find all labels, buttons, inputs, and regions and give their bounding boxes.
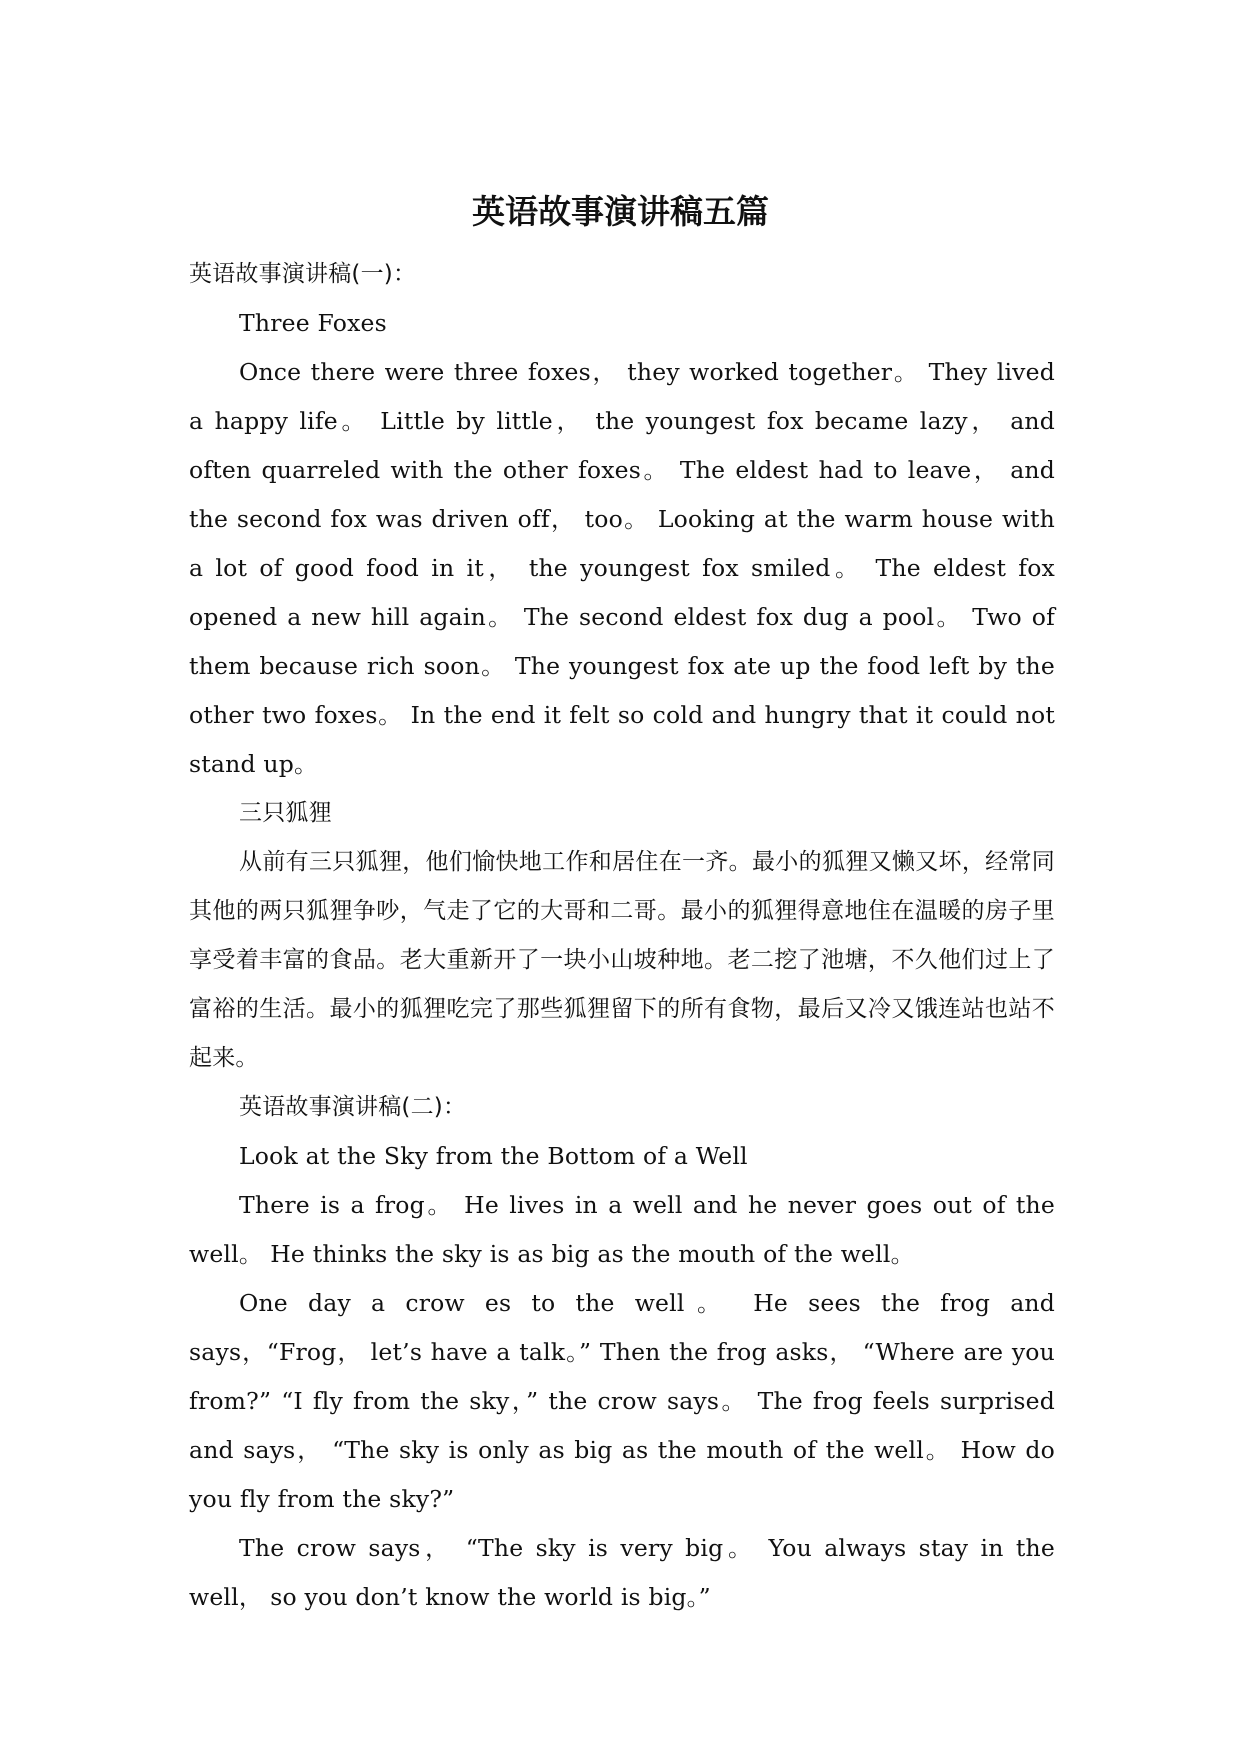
paragraph-three-foxes-chinese: 从前有三只狐狸，他们愉快地工作和居住在一齐。最小的狐狸又懒又坏，经常同其他的两只狐狸争吵，气走了它的大哥和二哥。最小的狐狸得意地住在温暖的房子里享受着丰富的食品。老大重新开了一块小山坡种地。老二挖了池塘，不久他们过上了富裕的生活。最小的狐狸吃完了那些狐狸留下的所有食物，最后又冷又饿连站也站不起来。 <box>189 849 1055 1071</box>
paragraph-frog-3: The crow says， “The sky is very big。 You always stay in the well， so you don’t know the world is big。” <box>189 1534 1055 1611</box>
document-title: 英语故事演讲稿五篇 <box>472 192 769 231</box>
section-heading-2: 英语故事演讲稿(二)： <box>239 1094 467 1120</box>
story-title-three-foxes: Three Foxes <box>239 309 387 337</box>
document-body <box>189 250 1055 1622</box>
story-title-well: Look at the Sky from the Bottom of a Well <box>239 1142 748 1170</box>
paragraph-frog-1: There is a frog。 He lives in a well and he never goes out of the well。 He thinks the sky is as big as the mouth of the well。 <box>189 1191 1055 1268</box>
section-heading-1: 英语故事演讲稿(一)： <box>189 261 417 287</box>
paragraph-frog-2: One day a crow es to the well。 He sees the frog and says，“Frog， let’s have a talk。” Then the frog asks， “Where are you from?” “I fly from the sky，” the crow says。 The frog feels surprised and says， “The sky is only as big as the mouth of the well。 How do you fly from the sky?” <box>189 1289 1055 1513</box>
paragraph-three-foxes-english: Once there were three foxes， they worked together。 They lived a happy life。 Little by little， the youngest fox became lazy， and often quarreled with the other foxes。 The eldest had to leave， and the second fox was driven off， too。 Looking at the warm house with a lot of good food in it， the youngest fox smiled。 The eldest fox opened a new hill again。 The second eldest fox dug a pool。 Two of them because rich soon。 The youngest fox ate up the food left by the other two foxes。 In the end it felt so cold and hungry that it could not stand up。 <box>189 358 1055 778</box>
story-title-three-foxes-chinese: 三只狐狸 <box>239 800 332 826</box>
